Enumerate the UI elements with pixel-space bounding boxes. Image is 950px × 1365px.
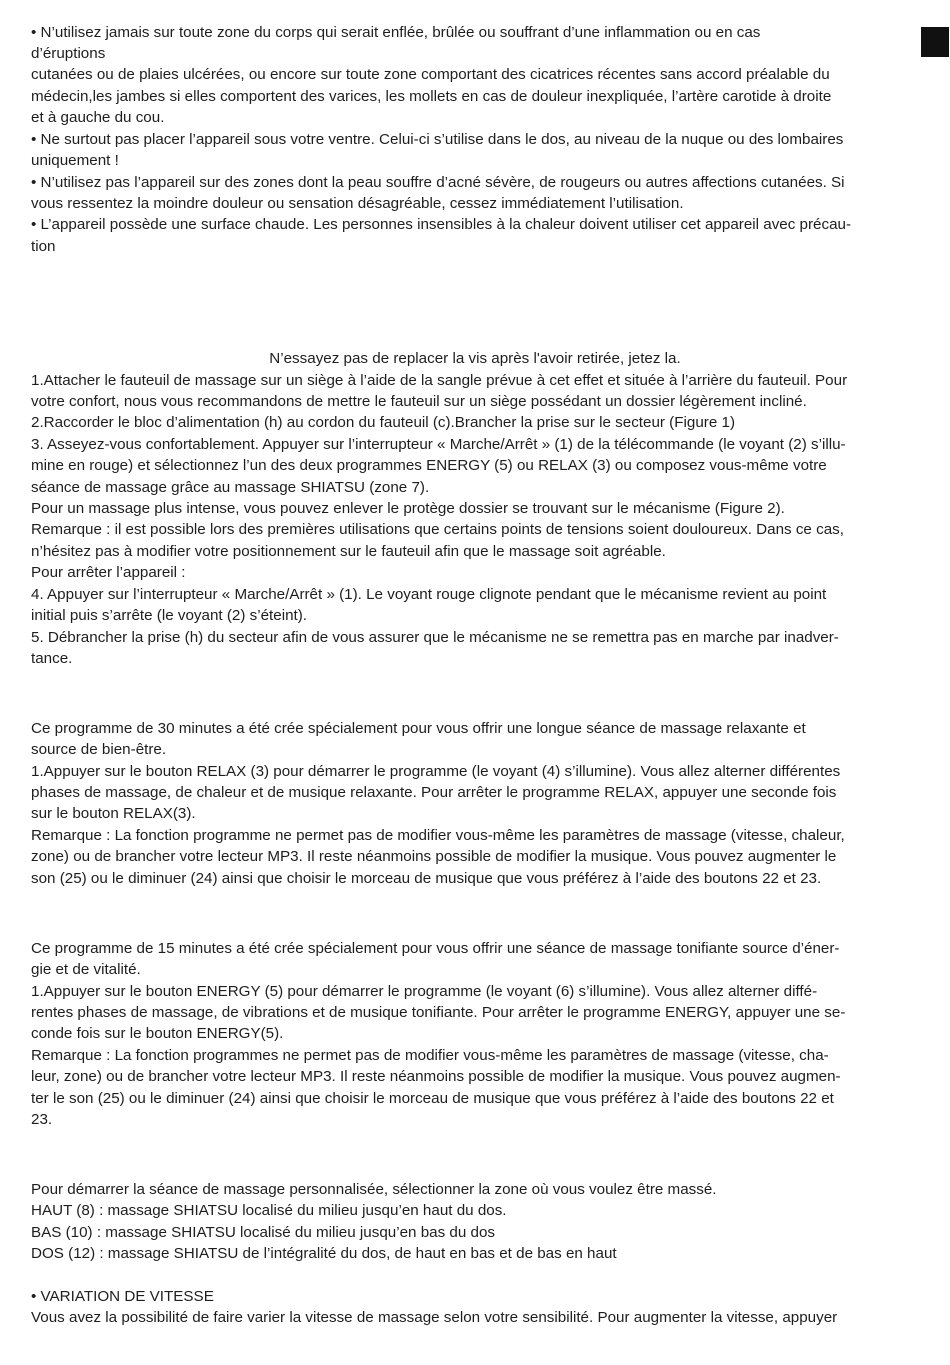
- text-line: n’hésitez pas à modifier votre positionnement sur le fauteuil afin que le massage soit agréable.: [31, 543, 666, 560]
- text-line: • L’appareil possède une surface chaude. Les personnes insensibles à la chaleur doivent utiliser cet appareil avec précau-: [31, 216, 852, 233]
- text-line: zone) ou de brancher votre lecteur MP3. Il reste néanmoins possible de modifier la musique. Vous pouvez augmenter le: [31, 848, 837, 865]
- text-line: • Ne surtout pas placer l’appareil sous votre ventre. Celui-ci s’utilise dans le dos, au niveau de la nuque ou des lombaires: [31, 131, 844, 148]
- text-line: Pour arrêter l’appareil :: [31, 564, 186, 581]
- text-line: Remarque : La fonction programme ne permet pas de modifier vous-même les paramètres de massage (vitesse, chaleur,: [31, 827, 845, 844]
- text-line: Pour démarrer la séance de massage personnalisée, sélectionner la zone où vous voulez être massé.: [31, 1181, 717, 1198]
- text-line: 23.: [31, 1111, 53, 1128]
- text-line: d’éruptions: [31, 45, 106, 62]
- text-line: rentes phases de massage, de vibrations et de musique tonifiante. Pour arrêter le programme ENERGY, appuyer une se-: [31, 1004, 846, 1021]
- text-line: • N’utilisez pas l’appareil sur des zones dont la peau souffre d’acné sévère, de rougeurs ou autres affections cutanées. Si: [31, 174, 845, 191]
- text-line: Remarque : il est possible lors des premières utilisations que certains points de tensions soient douloureux. Dans ce cas,: [31, 521, 844, 538]
- text-line: gie et de vitalité.: [31, 961, 141, 978]
- text-line: 1.Appuyer sur le bouton ENERGY (5) pour démarrer le programme (le voyant (6) s’illumine). Vous allez alterner diffé-: [31, 983, 818, 1000]
- page-tab-marker: [921, 27, 949, 57]
- text-line: et à gauche du cou.: [31, 109, 165, 126]
- text-line: uniquement !: [31, 152, 119, 169]
- text-line: cutanées ou de plaies ulcérées, ou encore sur toute zone comportant des cicatrices récentes sans accord préalable du: [31, 66, 830, 83]
- text-line: Ce programme de 30 minutes a été crée spécialement pour vous offrir une longue séance de massage relaxante et: [31, 720, 806, 737]
- text-line: tion: [31, 238, 56, 255]
- text-line: 5. Débrancher la prise (h) du secteur afin de vous assurer que le mécanisme ne se remettra pas en marche par inadver-: [31, 629, 839, 646]
- text-line: Remarque : La fonction programmes ne permet pas de modifier vous-même les paramètres de massage (vitesse, cha-: [31, 1047, 829, 1064]
- text-line: séance de massage grâce au massage SHIATSU (zone 7).: [31, 479, 430, 496]
- text-line: 1.Attacher le fauteuil de massage sur un siège à l’aide de la sangle prévue à cet effet et située à l’arrière du fauteuil. Pour: [31, 372, 848, 389]
- text-line: initial puis s’arrête (le voyant (2) s’éteint).: [31, 607, 308, 624]
- text-line: 1.Appuyer sur le bouton RELAX (3) pour démarrer le programme (le voyant (4) s’illumine). Vous allez alterner différentes: [31, 763, 841, 780]
- text-line: médecin,les jambes si elles comportent des varices, les mollets en cas de douleur inexpliquée, l’artère carotide à droite: [31, 88, 832, 105]
- text-line: vous ressentez la moindre douleur ou sensation désagréable, cessez immédiatement l’utilisation.: [31, 195, 684, 212]
- text-line: 3. Asseyez-vous confortablement. Appuyer sur l’interrupteur « Marche/Arrêt » (1) de la télécommande (le voyant (2) s’illu-: [31, 436, 846, 453]
- text-line: 4. Appuyer sur l’interrupteur « Marche/Arrêt » (1). Le voyant rouge clignote pendant que le mécanisme revient au point: [31, 586, 827, 603]
- text-line: BAS (10) : massage SHIATSU localisé du milieu jusqu’en bas du dos: [31, 1224, 496, 1241]
- text-line: tance.: [31, 650, 73, 667]
- text-line: • N’utilisez jamais sur toute zone du corps qui serait enflée, brûlée ou souffrant d’une inflammation ou en cas: [31, 24, 761, 41]
- text-line: ter le son (25) ou le diminuer (24) ainsi que choisir le morceau de musique que vous préférez à l’aide des boutons 22 et: [31, 1090, 834, 1107]
- text-line: mine en rouge) et sélectionnez l’un des deux programmes ENERGY (5) ou RELAX (3) ou composez vous-même votre: [31, 457, 827, 474]
- text-line: Vous avez la possibilité de faire varier la vitesse de massage selon votre sensibilité. Pour augmenter la vitesse, appuyer: [31, 1309, 838, 1326]
- text-line: Pour un massage plus intense, vous pouvez enlever le protège dossier se trouvant sur le mécanisme (Figure 2).: [31, 500, 785, 517]
- text-line: 2.Raccorder le bloc d’alimentation (h) au cordon du fauteuil (c).Brancher la prise sur le secteur (Figure 1): [31, 414, 736, 431]
- text-line: phases de massage, de chaleur et de musique relaxante. Pour arrêter le programme RELAX, appuyer une seconde fois: [31, 784, 837, 801]
- text-line: votre confort, nous vous recommandons de mettre le fauteuil sur un siège possédant un dossier légèrement incliné.: [31, 393, 807, 410]
- text-line: conde fois sur le bouton ENERGY(5).: [31, 1025, 284, 1042]
- text-line: son (25) ou le diminuer (24) ainsi que choisir le morceau de musique que vous préférez à l’aide des boutons 22 et 23.: [31, 870, 822, 887]
- section-heading: • VARIATION DE VITESSE: [31, 1288, 214, 1305]
- text-line: sur le bouton RELAX(3).: [31, 805, 196, 822]
- text-line: Ce programme de 15 minutes a été crée spécialement pour vous offrir une séance de massage tonifiante source d’éner-: [31, 940, 840, 957]
- text-line: HAUT (8) : massage SHIATSU localisé du milieu jusqu’en haut du dos.: [31, 1202, 507, 1219]
- text-line: DOS (12) : massage SHIATSU de l’intégralité du dos, de haut en bas et de bas en haut: [31, 1245, 617, 1262]
- screw-note: N’essayez pas de replacer la vis après l'avoir retirée, jetez la.: [269, 350, 681, 367]
- text-line: leur, zone) ou de brancher votre lecteur MP3. Il reste néanmoins possible de modifier la musique. Vous pouvez augmen-: [31, 1068, 841, 1085]
- text-line: source de bien-être.: [31, 741, 167, 758]
